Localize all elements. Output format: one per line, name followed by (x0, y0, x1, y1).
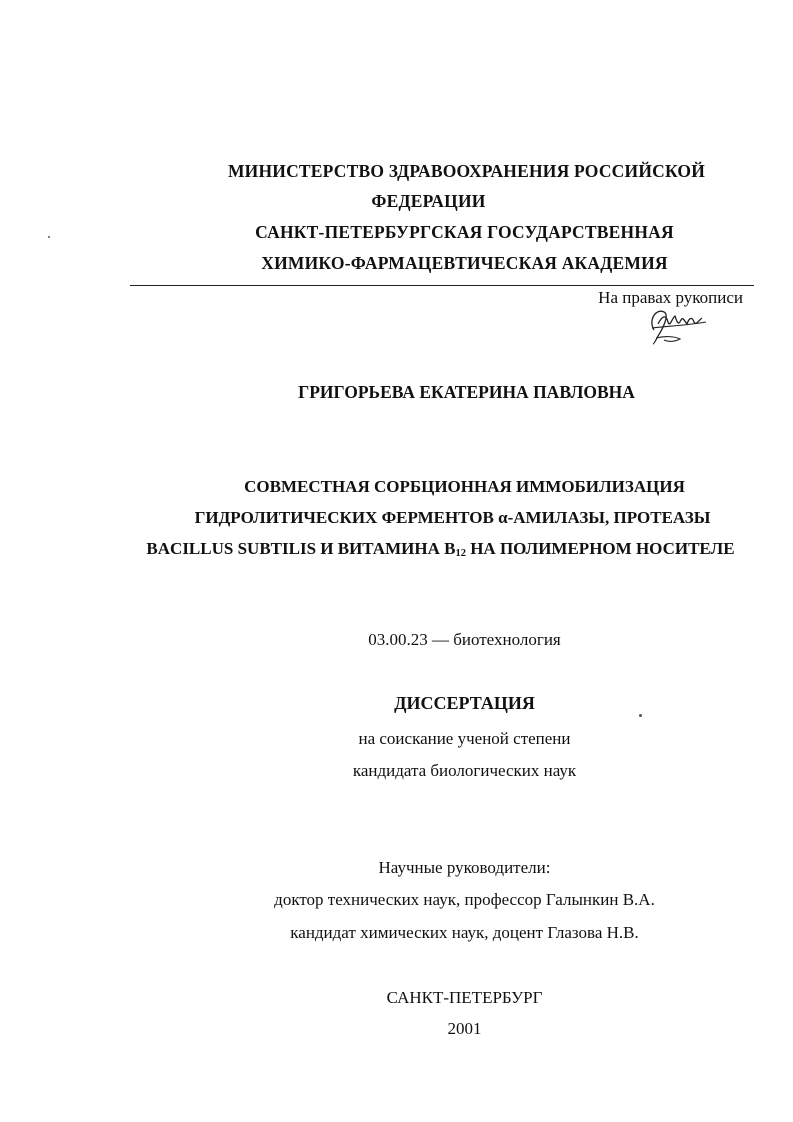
scan-speck (48, 236, 50, 238)
header-divider (130, 285, 754, 286)
degree-line-1: на соискание ученой степени (358, 729, 571, 748)
dissertation-label: ДИССЕРТАЦИЯ (394, 693, 535, 713)
year: 2001 (447, 1019, 482, 1038)
header-ministry: МИНИСТЕРСТВО ЗДРАВООХРАНЕНИЯ РОССИЙСКОЙ (227, 161, 706, 181)
title-line-1: СОВМЕСТНАЯ СОРБЦИОННАЯ ИММОБИЛИЗАЦИЯ (244, 477, 685, 496)
manuscript-rights-note: На правах рукописи (598, 288, 743, 307)
header-academy: ХИМИКО-ФАРМАЦЕВТИЧЕСКАЯ АКАДЕМИЯ (261, 253, 668, 273)
author-name: ГРИГОРЬЕВА ЕКАТЕРИНА ПАВЛОВНА (298, 382, 635, 402)
degree-line-2: кандидата биологических наук (352, 761, 577, 780)
city: САНКТ-ПЕТЕРБУРГ (386, 988, 543, 1007)
supervisor-first: доктор технических наук, профессор Галынкин В.А. (274, 890, 655, 909)
title-line-3-post: НА ПОЛИМЕРНОМ НОСИТЕЛЕ (465, 539, 735, 558)
handwritten-signature (640, 300, 720, 346)
title-line-2: ГИДРОЛИТИЧЕСКИХ ФЕРМЕНТОВ α-АМИЛАЗЫ, ПРОТЕАЗЫ (194, 508, 711, 527)
header-university: САНКТ-ПЕТЕРБУРГСКАЯ ГОСУДАРСТВЕННАЯ (255, 222, 674, 242)
title-line-3 (44, 540, 793, 558)
title-line-3-subscript: 12 (455, 548, 466, 559)
supervisor-second: кандидат химических наук, доцент Глазова Н.В. (290, 923, 639, 942)
header-federation: ФЕДЕРАЦИИ (371, 191, 486, 211)
specialty-code: 03.00.23 — биотехнология (368, 630, 561, 649)
title-line-3-pre: BACILLUS SUBTILIS И ВИТАМИНА B (146, 539, 456, 558)
supervisors-heading: Научные руководители: (378, 858, 551, 877)
scan-speck (639, 714, 642, 717)
